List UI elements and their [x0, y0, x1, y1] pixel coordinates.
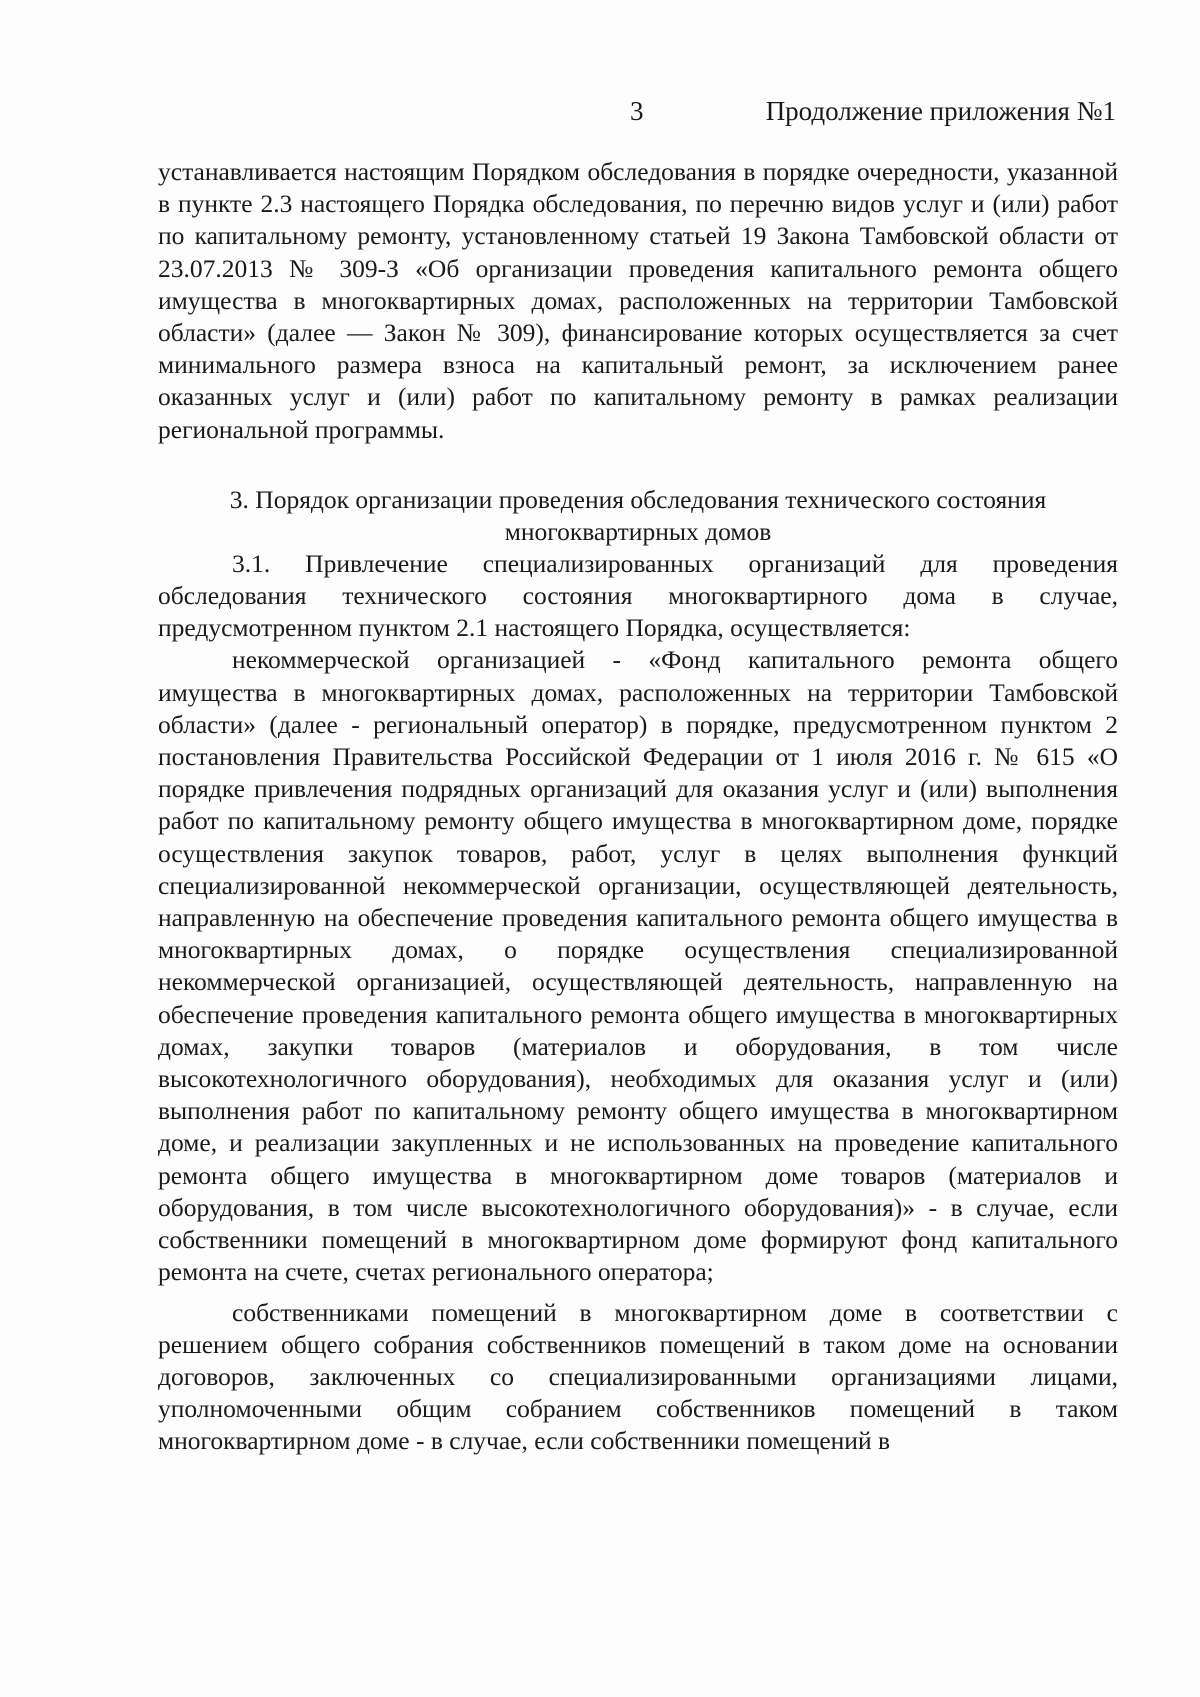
paragraph-3-1: 3.1. Привлечение специализированных организаций для проведения обследования технического состояния многоквартирного дома в случае, предусмотренном пунктом 2.1 настоящего Порядка, осуществляется: [158, 548, 1118, 643]
section-heading [158, 484, 1118, 548]
paragraph-regional-operator: некоммерческой организацией - «Фонд капитального ремонта общего имущества в многоквартирных домах, расположенных на территории Тамбовской области» (далее - региональный оператор) в порядке, предусмотренном пунктом 2 постановления Правительства Российской Федерации от 1 июля 2016 г. № 615 «О порядке привлечения подрядных организаций для оказания услуг и (или) выполнения работ по капитальному ремонту общего имущества в многоквартирном доме, порядке осуществления закупок товаров, работ, услуг в целях выполнения функций специализированной некоммерческой организации, осуществляющей деятельность, направленную на обеспечение проведения капитального ремонта общего имущества в многоквартирных домах, о порядке осуществления специализированной некоммерческой организацией, осуществляющей деятельность, направленную на обеспечение проведения капитального ремонта общего имущества в многоквартирных домах, закупки товаров (материалов и оборудования, в том числе высокотехнологичного оборудования), необходимых для оказания услуг и (или) выполнения работ по капитальному ремонту общего имущества в многоквартирном доме, и реализации закупленных и не использованных на проведение капитального ремонта общего имущества в многоквартирном доме товаров (материалов и оборудования, в том числе высокотехнологичного оборудования)» - в случае, если собственники помещений в многоквартирном доме формируют фонд капитального ремонта на счете, счетах регионального оператора; [158, 645, 1118, 1287]
section-heading-line-2: многоквартирных домов [504, 516, 772, 546]
document-body [158, 156, 1118, 1458]
paragraph-owners: собственниками помещений в многоквартирном доме в соответствии с решением общего собрания собственников помещений в таком доме на основании договоров, заключенных со специализированными организациями лицами, уполномоченными общим собранием собственников помещений в таком многоквартирном доме - в случае, если собственники помещений в [158, 1297, 1118, 1456]
page-header [0, 96, 1200, 136]
paragraph-continuation: устанавливается настоящим Порядком обследования в порядке очередности, указанной в пункте 2.3 настоящего Порядка обследования, по перечню видов услуг и (или) работ по капитальному ремонту, установленному статьей 19 Закона Тамбовской области от 23.07.2013 № 309-З «Об организации проведения капитального ремонта общего имущества в многоквартирных домах, расположенных на территории Тамбовской области» (далее — Закон № 309), финансирование которых осуществляется за счет минимального размера взноса на капитальный ремонт, за исключением ранее оказанных услуг и (или) работ по капитальному ремонту в рамках реализации региональной программы. [158, 157, 1118, 444]
appendix-caption: Продолжение приложения №1 [765, 96, 1116, 126]
page-number: 3 [630, 96, 644, 126]
section-heading-line-1: 3. Порядок организации проведения обследования технического состояния [229, 484, 1047, 514]
